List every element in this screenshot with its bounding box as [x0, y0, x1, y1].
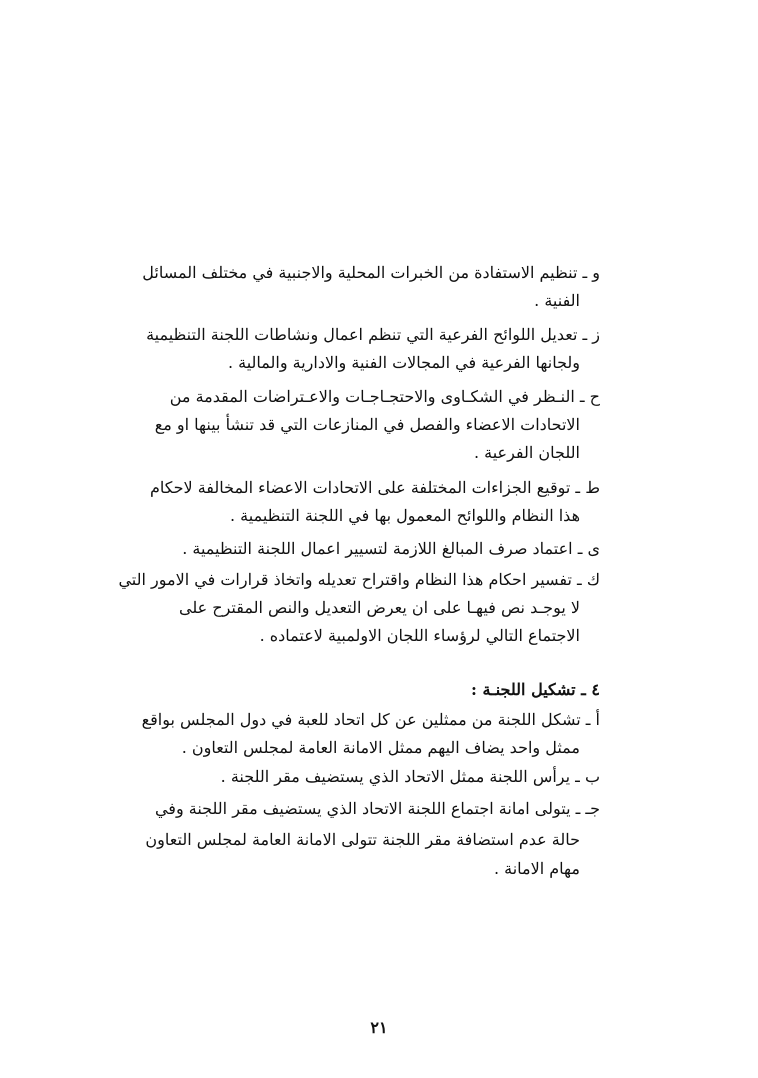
- text-line: الفنية .: [534, 291, 580, 310]
- text-line: ط ـ توقيع الجزاءات المختلفة على الاتحادات الاعضاء المخالفة لاحكام: [150, 478, 600, 497]
- text-line: ك ـ تفسير احكام هذا النظام واقتراح تعديله واتخاذ قرارات في الامور التي: [118, 570, 600, 589]
- text-line: ى ـ اعتماد صرف المبالغ اللازمة لتسيير اعمال اللجنة التنظيمية .: [182, 539, 600, 558]
- text-line: الاتحادات الاعضاء والفصل في المنازعات التي قد تنشأ بينها او مع: [154, 415, 580, 434]
- text-line: الاجتماع التالي لرؤساء اللجان الاولمبية لاعتماده .: [259, 626, 580, 645]
- text-line: مهام الامانة .: [493, 859, 580, 878]
- text-line: ز ـ تعديل اللوائح الفرعية التي تنظم اعمال ونشاطات اللجنة التنظيمية: [146, 325, 600, 344]
- text-line: ح ـ النـظر في الشكـاوى والاحتجـاجـات والاعـتراضات المقدمة من: [169, 387, 600, 406]
- page-number: ٢١: [370, 1018, 388, 1037]
- text-line: ولجانها الفرعية في المجالات الفنية والادارية والمالية .: [227, 353, 580, 372]
- text-line: جـ ـ يتولى امانة اجتماع اللجنة الاتحاد الذي يستضيف مقر اللجنة وفي: [154, 799, 600, 818]
- text-line: و ـ تنظيم الاستفادة من الخبرات المحلية والاجنبية في مختلف المسائل: [142, 263, 600, 282]
- text-line: لا يوجـد نص فيهـا على ان يعرض التعديل والنص المقترح على: [178, 598, 580, 617]
- text-line: ممثل واحد يضاف اليهم ممثل الامانة العامة لمجلس التعاون .: [181, 738, 580, 757]
- text-line: هذا النظام واللوائح المعمول بها في اللجنة التنظيمية .: [230, 506, 580, 525]
- text-line: حالة عدم استضافة مقر اللجنة تتولى الامانة العامة لمجلس التعاون: [145, 830, 580, 849]
- section-heading: ٤ ـ تشكيل اللجنـة :: [470, 680, 600, 699]
- text-line: ب ـ يرأس اللجنة ممثل الاتحاد الذي يستضيف مقر اللجنة .: [220, 767, 600, 786]
- text-line: اللجان الفرعية .: [473, 443, 580, 462]
- text-line: أ ـ تشكل اللجنة من ممثلين عن كل اتحاد للعبة في دول المجلس بواقع: [141, 710, 600, 729]
